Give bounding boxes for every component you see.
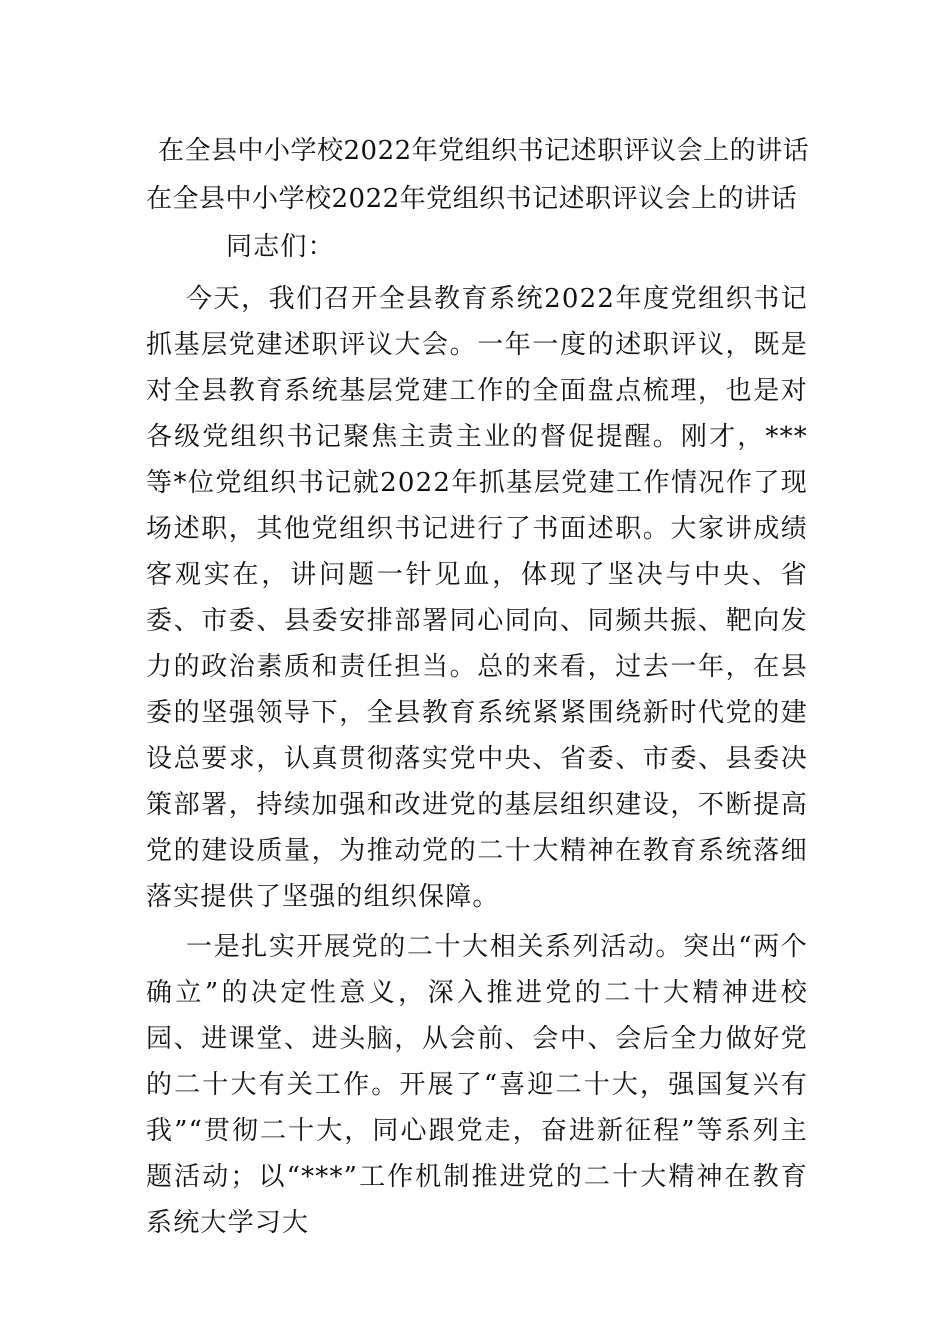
document-title-line-2: 在全县中小学校2022年党组织书记述职评议会上的讲话 [146,184,798,214]
document-title-line-1: 在全县中小学校2022年党组织书记述职评议会上的讲话 [158,136,810,166]
greeting: 同志们： [226,232,335,262]
paragraph-1: 今天，我们召开全县教育系统2022年度党组织书记抓基层党建述职评议大会。一年一度的述职评议，既是对全县教育系统基层党建工作的全面盘点梳理，也是对各级党组织书记聚焦主责主业的督促提醒。刚才，***等*位党组织书记就2022年抓基层党建工作情况作了现场述职，其他党组织书记进行了书面述职。大家讲成绩客观实在，讲问题一针见血，体现了坚决与中央、省委、市委、县委安排部署同心同向、同频共振、靶向发力的政治素质和责任担当。总的来看，过去一年，在县委的坚强领导下，全县教育系统紧紧围绕新时代党的建设总要求，认真贯彻落实党中央、省委、市委、县委决策部署，持续加强和改进党的基层组织建设，不断提高党的建设质量，为推动党的二十大精神在教育系统落细落实提供了坚强的组织保障。 [146,284,808,912]
paragraph-2: 一是扎实开展党的二十大相关系列活动。突出“两个确立”的决定性意义，深入推进党的二十大精神进校园、进课堂、进头脑，从会前、会中、会后全力做好党的二十大有关工作。开展了“喜迎二十大，强国复兴有我”“贯彻二十大，同心跟党走，奋进新征程”等系列主题活动；以“***”工作机制推进党的二十大精神在教育系统大学习大 [146,932,808,1238]
